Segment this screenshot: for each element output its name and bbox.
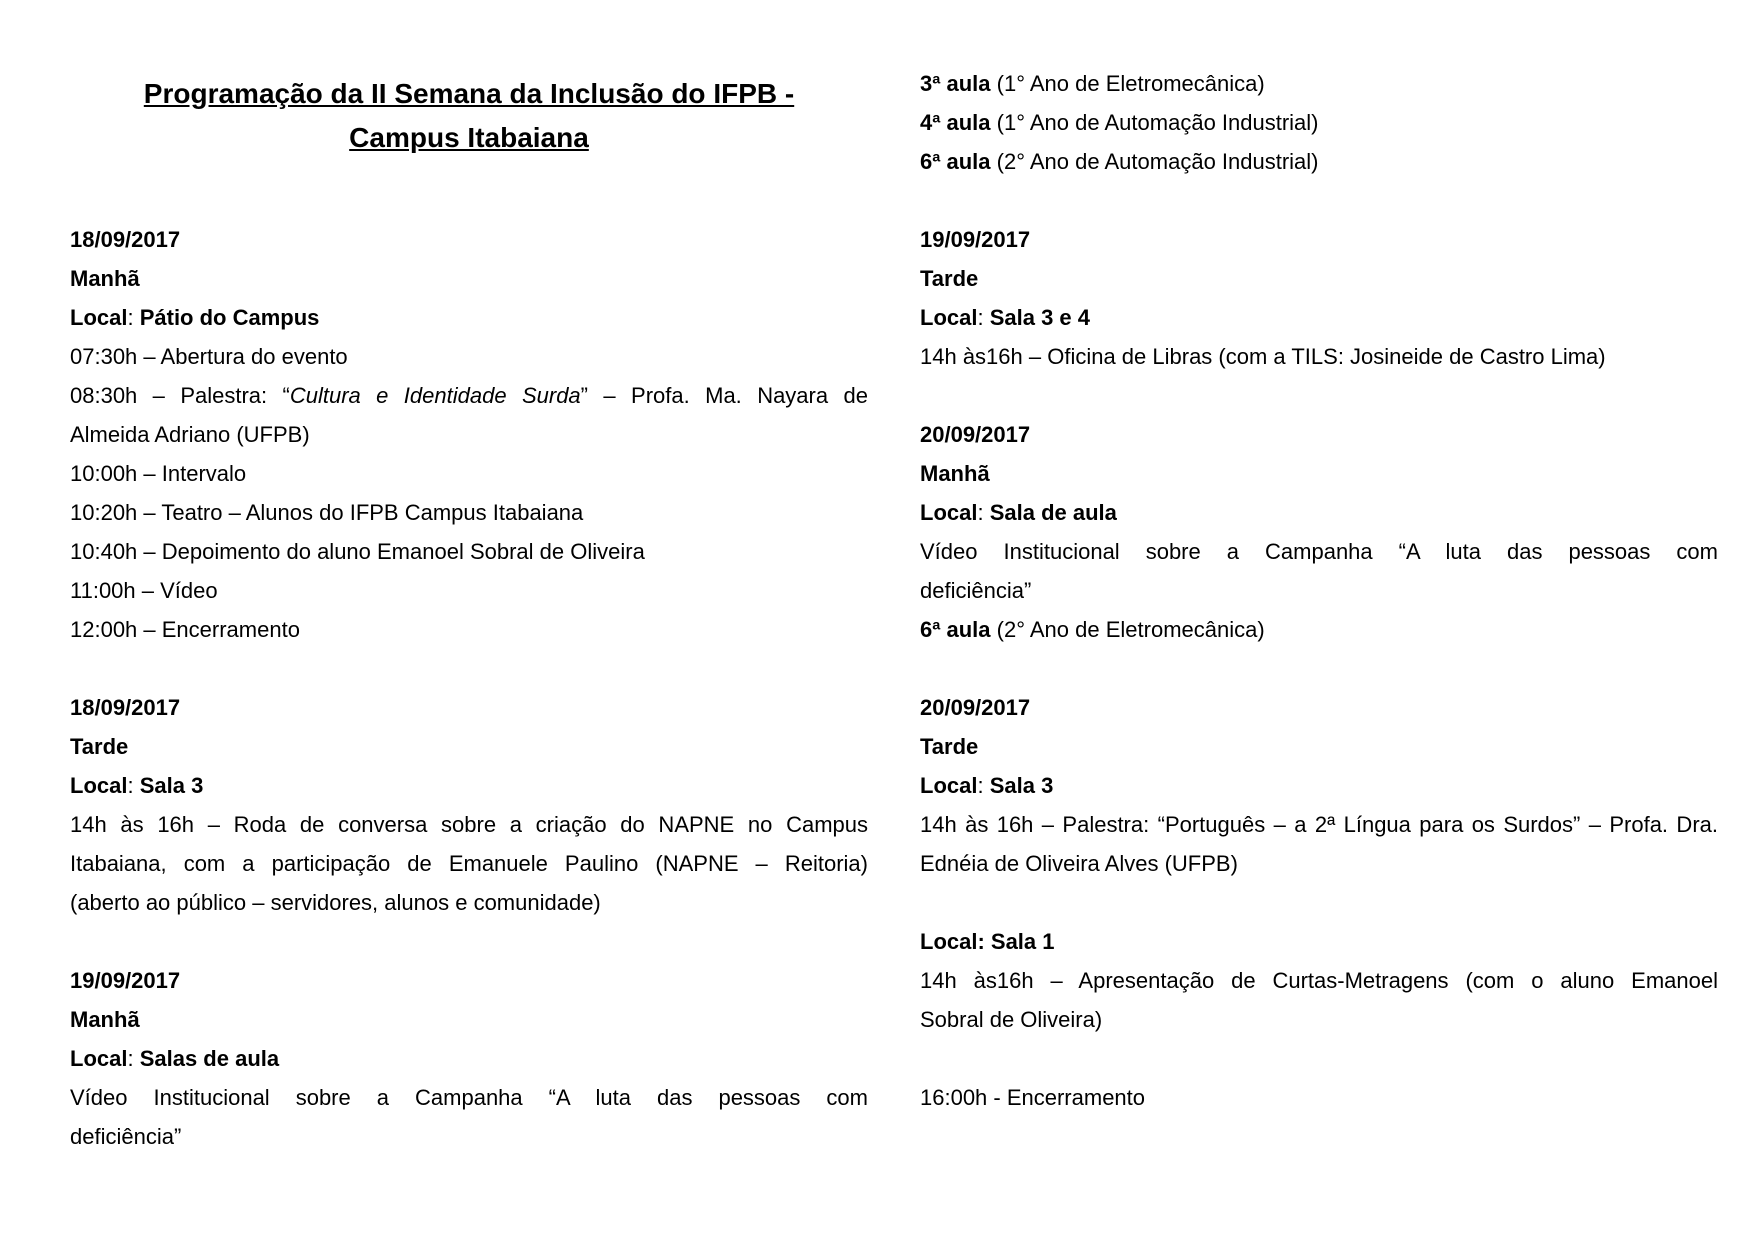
event-line-continuation: (aberto ao público – servidores, alunos e comunidade) xyxy=(70,890,601,915)
location-value: Sala 3 xyxy=(989,773,1054,798)
location-line xyxy=(920,298,1718,337)
location-line: Local: Sala 1 xyxy=(920,929,1055,954)
document-title xyxy=(70,72,868,160)
location-value: Sala 3 xyxy=(139,773,204,798)
class-slot-line xyxy=(920,103,1718,142)
class-slot: 4ª aula xyxy=(920,110,991,135)
location-label: Local xyxy=(70,1046,128,1071)
date-heading: 18/09/2017 xyxy=(70,695,181,720)
date-heading: 18/09/2017 xyxy=(70,227,181,252)
right-column xyxy=(920,0,1718,1117)
document-title-line-1: Programação da II Semana da Inclusão do IFPB - xyxy=(143,78,795,109)
section-19-09-afternoon xyxy=(920,220,1718,376)
location-label: Local xyxy=(70,305,128,330)
date-heading: 20/09/2017 xyxy=(920,695,1031,720)
talk-title-italic: Cultura e Identidade Surda xyxy=(289,383,581,408)
section-20-09-afternoon xyxy=(920,688,1718,883)
event-text: 08:30h – Palestra: “ xyxy=(70,383,290,408)
event-line: 10:20h – Teatro – Alunos do IFPB Campus Itabaiana xyxy=(70,500,584,525)
date-heading: 19/09/2017 xyxy=(70,968,181,993)
closing-line: 16:00h - Encerramento xyxy=(920,1085,1146,1110)
event-line: 14h às 16h – Palestra: “Português – a 2ª Língua para os Surdos” – Profa. Dra. xyxy=(920,812,1718,837)
location-value: Sala de aula xyxy=(989,500,1117,525)
blank-line xyxy=(920,181,1718,220)
event-line: 10:40h – Depoimento do aluno Emanoel Sobral de Oliveira xyxy=(70,539,645,564)
location-separator: : xyxy=(977,305,990,330)
event-line-continuation: Almeida Adriano (UFPB) xyxy=(70,422,310,447)
class-group: (1° Ano de Eletromecânica) xyxy=(990,71,1265,96)
location-line xyxy=(920,766,1718,805)
location-separator: : xyxy=(127,773,140,798)
blank-line xyxy=(70,922,868,961)
location-separator: : xyxy=(977,773,990,798)
event-line-continuation: Itabaiana, com a participação de Emanuele Paulino (NAPNE – Reitoria) xyxy=(70,851,868,876)
period-heading: Manhã xyxy=(920,461,990,486)
section-class-slots xyxy=(920,64,1718,181)
event-line-continuation: Ednéia de Oliveira Alves (UFPB) xyxy=(920,851,1238,876)
location-line xyxy=(70,1039,868,1078)
event-line-continuation: deficiência” xyxy=(70,1124,182,1149)
date-heading: 19/09/2017 xyxy=(920,227,1031,252)
blank-line xyxy=(920,1039,1718,1078)
event-line: 10:00h – Intervalo xyxy=(70,461,247,486)
location-label: Local xyxy=(920,500,978,525)
blank-line xyxy=(70,649,868,688)
blank-line xyxy=(920,649,1718,688)
event-line: Vídeo Institucional sobre a Campanha “A luta das pessoas com xyxy=(920,539,1718,564)
date-heading: 20/09/2017 xyxy=(920,422,1031,447)
period-heading: Tarde xyxy=(920,266,979,291)
blank-line xyxy=(920,376,1718,415)
section-18-09-morning xyxy=(70,220,868,649)
location-label: Local xyxy=(920,773,978,798)
location-separator: : xyxy=(127,1046,140,1071)
event-line-continuation: deficiência” xyxy=(920,578,1032,603)
location-label: Local xyxy=(70,773,128,798)
period-heading: Tarde xyxy=(70,734,129,759)
event-line: 14h às16h – Apresentação de Curtas-Metragens (com o aluno Emanoel xyxy=(920,968,1718,993)
location-label: Local xyxy=(920,305,978,330)
class-slot: 6ª aula xyxy=(920,617,991,642)
period-heading: Manhã xyxy=(70,266,140,291)
class-slot-line xyxy=(920,610,1718,649)
location-value: Salas de aula xyxy=(139,1046,280,1071)
section-closing xyxy=(920,1078,1718,1117)
event-text: ” – Profa. Ma. Nayara de xyxy=(580,383,868,408)
event-line: 07:30h – Abertura do evento xyxy=(70,344,348,369)
event-line: 14h às16h – Oficina de Libras (com a TILS: Josineide de Castro Lima) xyxy=(920,344,1606,369)
section-19-09-morning xyxy=(70,961,868,1156)
location-line xyxy=(920,493,1718,532)
location-value: Sala 3 e 4 xyxy=(989,305,1091,330)
period-heading: Tarde xyxy=(920,734,979,759)
section-sala-1 xyxy=(920,922,1718,1039)
location-separator: : xyxy=(977,500,990,525)
blank-line xyxy=(920,883,1718,922)
period-heading: Manhã xyxy=(70,1007,140,1032)
event-line: 12:00h – Encerramento xyxy=(70,617,300,642)
location-value: Pátio do Campus xyxy=(139,305,320,330)
class-slot-line xyxy=(920,64,1718,103)
section-18-09-afternoon xyxy=(70,688,868,922)
class-slot-line xyxy=(920,142,1718,181)
document-title-line-2: Campus Itabaiana xyxy=(349,122,589,153)
event-line xyxy=(70,376,868,415)
event-line: 11:00h – Vídeo xyxy=(70,578,218,603)
class-group: (2° Ano de Automação Industrial) xyxy=(990,149,1319,174)
location-separator: : xyxy=(127,305,140,330)
location-line xyxy=(70,298,868,337)
event-line: Vídeo Institucional sobre a Campanha “A luta das pessoas com xyxy=(70,1085,868,1110)
class-slot: 6ª aula xyxy=(920,149,991,174)
event-line-continuation: Sobral de Oliveira) xyxy=(920,1007,1103,1032)
section-20-09-morning xyxy=(920,415,1718,649)
left-column xyxy=(70,0,868,1156)
class-group: (1° Ano de Automação Industrial) xyxy=(990,110,1319,135)
class-slot: 3ª aula xyxy=(920,71,991,96)
location-line xyxy=(70,766,868,805)
event-line: 14h às 16h – Roda de conversa sobre a criação do NAPNE no Campus xyxy=(70,812,868,837)
class-group: (2° Ano de Eletromecânica) xyxy=(990,617,1265,642)
